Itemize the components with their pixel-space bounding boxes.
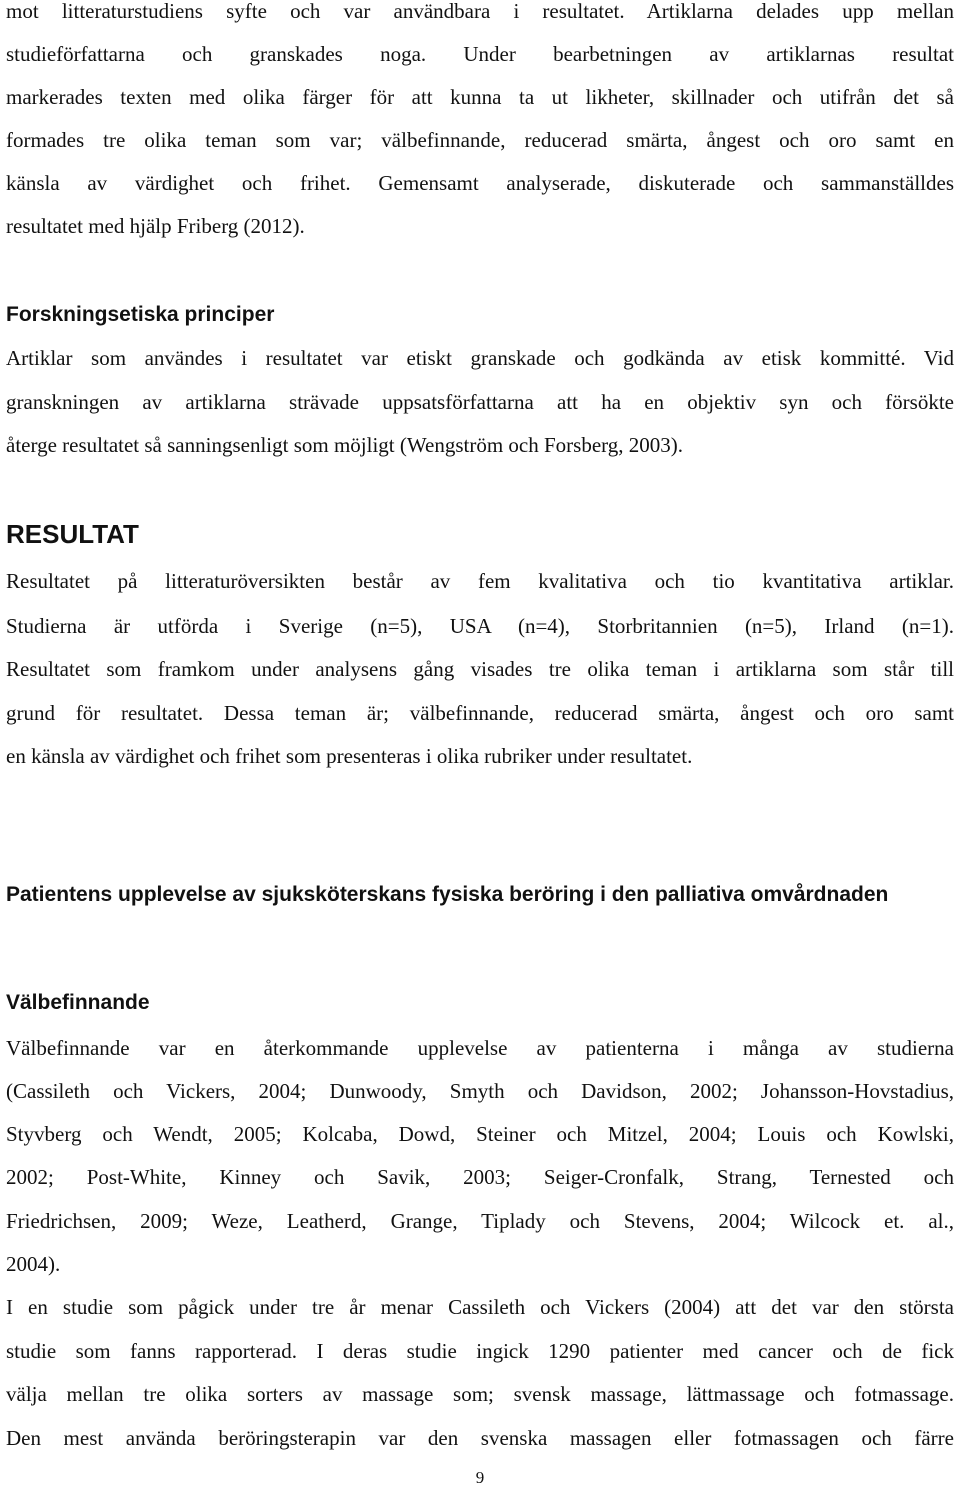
text-line: grund för resultatet. Dessa teman är; välbefinnande, reducerad smärta, ångest och oro samt <box>6 701 954 725</box>
text-line: Friedrichsen, 2009; Weze, Leatherd, Grange, Tiplady och Stevens, 2004; Wilcock et. al., <box>6 1209 954 1233</box>
text-line: studieförfattarna och granskades noga. Under bearbetningen av artiklarnas resultat <box>6 42 954 66</box>
section-heading-results: RESULTAT <box>6 519 139 549</box>
text-line: välja mellan tre olika sorters av massage som; svensk massage, lättmassage och fotmassage. <box>6 1382 954 1406</box>
text-line: Välbefinnande var en återkommande upplevelse av patienterna i många av studierna <box>6 1036 954 1060</box>
text-line: Studierna är utförda i Sverige (n=5), USA (n=4), Storbritannien (n=5), Irland (n=1). <box>6 614 954 638</box>
text-line: mot litteraturstudiens syfte och var användbara i resultatet. Artiklarna delades upp mellan <box>6 0 954 23</box>
chapter-heading: Patientens upplevelse av sjuksköterskans fysiska beröring i den palliativa omvårdnaden <box>6 883 889 906</box>
text-line: 2004). <box>6 1252 61 1276</box>
text-line: återge resultatet så sanningsenligt som möjligt (Wengström och Forsberg, 2003). <box>6 433 684 457</box>
text-line: Resultatet som framkom under analysens gång visades tre olika teman i artiklarna som står till <box>6 657 954 681</box>
text-line: Styvberg och Wendt, 2005; Kolcaba, Dowd, Steiner och Mitzel, 2004; Louis och Kowlski, <box>6 1122 954 1146</box>
text-line: granskningen av artiklarna strävade uppsatsförfattarna att ha en objektiv syn och försökte <box>6 390 954 414</box>
text-line: Artiklar som användes i resultatet var etiskt granskade och godkända av etisk kommitté. Vid <box>6 346 954 370</box>
text-line: Den mest använda beröringsterapin var den svenska massagen eller fotmassagen och färre <box>6 1426 954 1450</box>
text-line: I en studie som pågick under tre år menar Cassileth och Vickers (2004) att det var den största <box>6 1295 954 1319</box>
text-line: en känsla av värdighet och frihet som presenteras i olika rubriker under resultatet. <box>6 744 693 768</box>
text-line: resultatet med hjälp Friberg (2012). <box>6 214 305 238</box>
section-heading-ethics: Forskningsetiska principer <box>6 303 275 326</box>
text-line: 2002; Post-White, Kinney och Savik, 2003; Seiger-Cronfalk, Strang, Ternested och <box>6 1165 954 1189</box>
text-line: studie som fanns rapporterad. I deras studie ingick 1290 patienter med cancer och de fick <box>6 1339 954 1363</box>
text-line: markerades texten med olika färger för att kunna ta ut likheter, skillnader och utifrån det så <box>6 85 954 109</box>
subsection-heading-wellbeing: Välbefinnande <box>6 991 150 1014</box>
text-line: (Cassileth och Vickers, 2004; Dunwoody, Smyth och Davidson, 2002; Johansson-Hovstadius, <box>6 1079 954 1103</box>
text-line: formades tre olika teman som var; välbefinnande, reducerad smärta, ångest och oro samt en <box>6 128 954 152</box>
page-number: 9 <box>475 1468 485 1487</box>
text-line: Resultatet på litteraturöversikten består av fem kvalitativa och tio kvantitativa artiklar. <box>6 569 954 593</box>
text-line: känsla av värdighet och frihet. Gemensamt analyserade, diskuterade och sammanställdes <box>6 171 954 195</box>
